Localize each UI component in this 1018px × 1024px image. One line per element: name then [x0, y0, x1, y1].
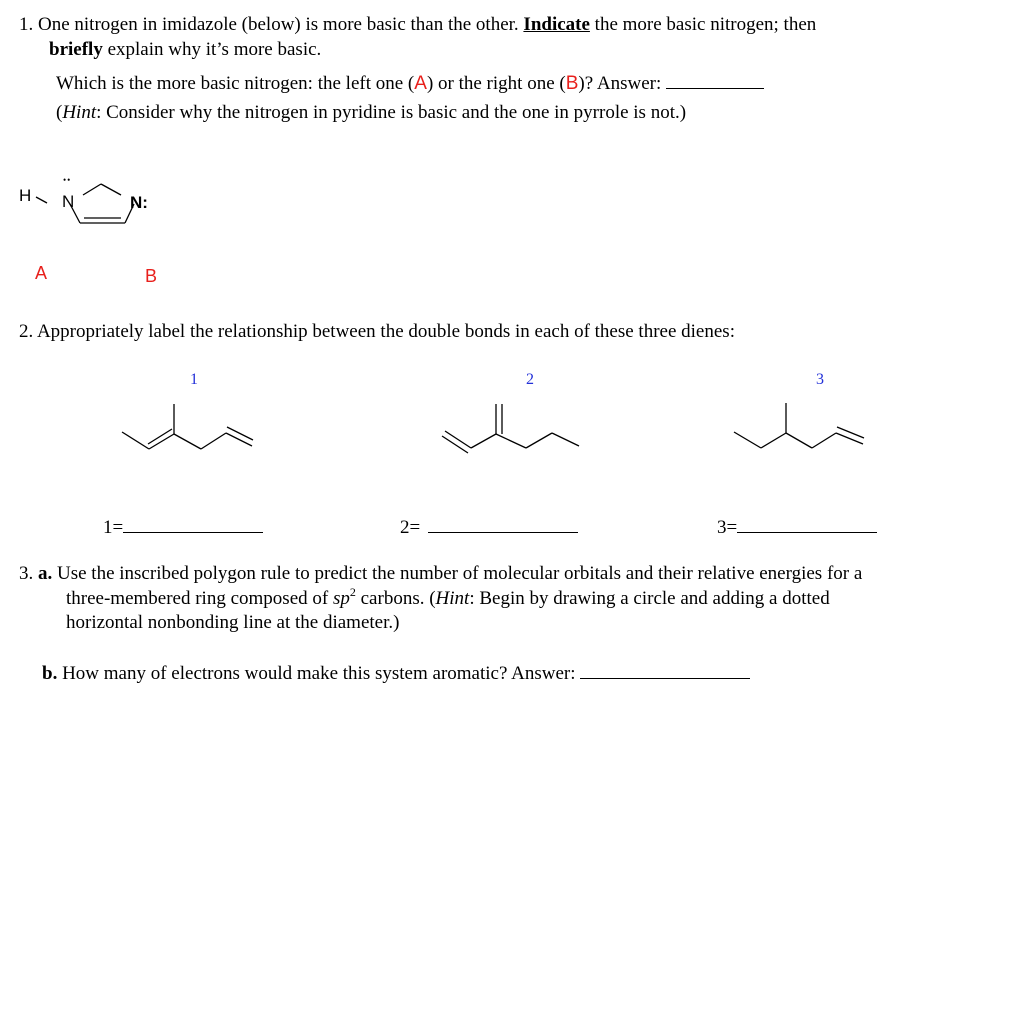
q1-text-a: One nitrogen in imidazole (below) is more basic than the other.	[38, 14, 519, 35]
q3-part-b	[42, 662, 750, 685]
q3-a-line2-end: : Begin by drawing a circle and adding a dotted	[469, 588, 830, 609]
q3-a-line3: horizontal nonbonding line at the diameter.)	[66, 612, 400, 633]
answer-1-label: 1=	[103, 517, 124, 538]
q3-a-line1: Use the inscribed polygon rule to predict the number of molecular orbitals and their relative energies for a	[57, 563, 863, 584]
answer-1-row	[103, 516, 263, 539]
q3-part-b-letter: b.	[42, 663, 58, 684]
q1-text-b: the more basic nitrogen; then	[594, 14, 817, 35]
q1-line2-rest: explain why it’s more basic.	[107, 39, 322, 60]
answer-2-blank[interactable]	[428, 516, 578, 533]
q3-line1	[19, 563, 862, 585]
q1-hint-rest: : Consider why the nitrogen in pyridine is basic and the one in pyrrole is not.)	[96, 102, 687, 123]
q2-number: 2.	[19, 321, 34, 342]
q3-sp: sp	[332, 588, 350, 609]
diene-1-structure	[118, 398, 268, 458]
q1-ask	[56, 72, 764, 95]
n-right: N:	[130, 193, 148, 212]
q3-number: 3.	[19, 563, 34, 584]
tag-b: B	[145, 266, 158, 286]
q1-ask-b: ) or the right one (	[426, 73, 566, 94]
answer-1-blank[interactable]	[123, 516, 263, 533]
diene-2-structure	[440, 398, 590, 458]
q1-hint-open: (	[56, 102, 63, 123]
q1-indicate: Indicate	[523, 14, 590, 35]
q1-label-b: B	[565, 73, 579, 94]
answer-2-row	[400, 516, 578, 539]
q1-line1	[19, 14, 816, 36]
q3-hint-word: Hint	[435, 588, 470, 609]
q1-ask-c: )? Answer:	[578, 73, 662, 94]
n-left: N	[62, 192, 75, 211]
q1-briefly: briefly	[49, 39, 103, 60]
tag-a: A	[35, 263, 48, 283]
q3-b-text: How many of electrons would make this system aromatic? Answer:	[62, 663, 576, 684]
q2-line	[19, 321, 735, 343]
q2-text: Appropriately label the relationship between the double bonds in each of these three dienes:	[36, 321, 735, 342]
diene-3-structure	[730, 398, 880, 458]
q3-a-line2-post: carbons. (	[355, 588, 436, 609]
h-atom: H	[19, 186, 32, 205]
answer-2-label: 2=	[400, 517, 421, 538]
diene-label-1: 1	[190, 371, 198, 388]
diene-label-3: 3	[816, 371, 824, 388]
q3-a-line2-pre: three-membered ring composed of	[66, 588, 333, 609]
q3-line3	[66, 612, 399, 634]
q3-sup: 2	[349, 585, 356, 599]
q1-hint-word: Hint	[62, 102, 97, 123]
q1-line2	[49, 39, 321, 61]
answer-3-row	[717, 516, 877, 539]
q1-answer-blank[interactable]	[666, 72, 764, 89]
q1-label-a: A	[414, 73, 427, 94]
q3-part-a-letter: a.	[38, 563, 53, 584]
q1-number: 1.	[19, 14, 34, 35]
answer-3-label: 3=	[717, 517, 738, 538]
q3-line2	[66, 585, 830, 610]
q3-b-answer-blank[interactable]	[580, 662, 750, 679]
lone-pair-dots: ••	[63, 175, 72, 185]
answer-3-blank[interactable]	[737, 516, 877, 533]
diene-label-2: 2	[526, 371, 534, 388]
q1-ask-a: Which is the more basic nitrogen: the left one (	[56, 73, 415, 94]
q1-hint	[56, 102, 686, 124]
